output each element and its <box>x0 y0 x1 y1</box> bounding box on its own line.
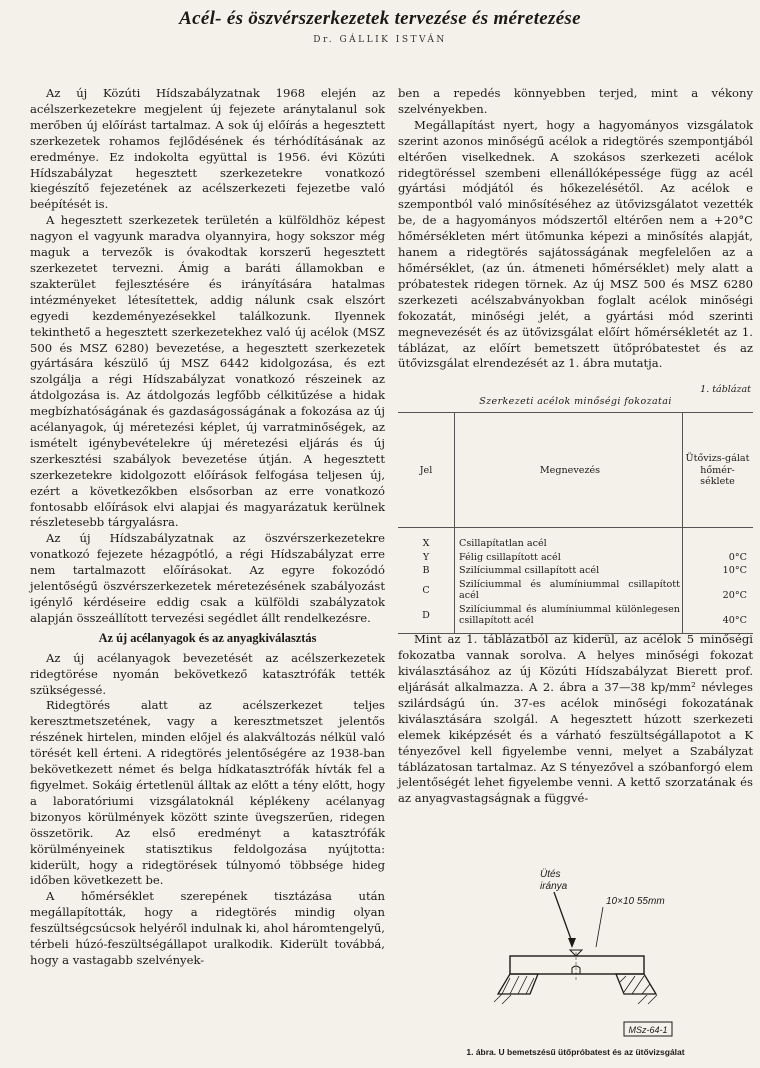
figure-1 <box>398 852 753 1062</box>
left-support <box>498 974 538 994</box>
table-cell-temp: 40°C <box>683 603 754 634</box>
impact-arrow-line <box>554 892 572 942</box>
impact-test-drawing <box>398 852 753 1047</box>
paragraph: Az új Közúti Hídszabályzatnak 1968 elején az acélszerkezetekre megjelent új fejezete aránytalanul sok merőben új előírást tartalmaz. A sok új előírás a hegesztett szerkezetek rohamos fejlődésének és térhódításának az eredménye. Ez indokolta együttal is 1956. évi Közúti Hídszabályzat hegesztett szerkezetekre vonatkozó kiegészítő fejezetének az acélszerkezeti fejezetbe való beépítését is. <box>30 86 385 212</box>
impact-label-2: iránya <box>540 881 568 892</box>
paragraph: ben a repedés könnyebben terjed, mint a vékony szelvényekben. <box>398 86 753 116</box>
table-cell-name: Szilíciummal csillapított acél <box>455 564 683 578</box>
steel-grades-table <box>398 412 753 634</box>
right-column <box>398 86 753 807</box>
figure-caption: 1. ábra. U bemetszésű ütőpróbatest és az ütővizsgálat <box>466 1047 685 1057</box>
paragraph: Megállapítást nyert, hogy a hagyományos vizsgálatok szerint azonos minőségű acélok a ridegtörés szempontjából eltérően viselkednek. A szokásos szerkezeti acélok ridegtöréssel szembeni ellenállóképessége függ az acél gyártási módjától és hőkezelésétől. Az acélok e szempontból való minősítéséhez az ütővizsgálatot vezették be, de a hagyományos módszertől eltérően nem a +20°C hőmérsékleten mért ütőmunka képezi a minősítés alapját, hanem a ridegtörés sajátosságának megfelelően az a hőmérséklet, (az ún. átmeneti hőmérséklet) mely alatt a próbatestek ridegen törnek. Az új MSZ 500 és MSZ 6280 szerkezeti acélszabványokban foglalt acélok minőségi fokozatát, minőségi jelét, a gyártási mód szerinti megnevezését és az ütővizsgálat előírt hőmérsékletét az 1. táblázat, az előírt bemetszett ütőpróbatestet és az ütővizsgálat elrendezését az 1. ábra mutatja. <box>398 117 753 371</box>
table-row <box>398 603 753 634</box>
table-caption: Szerkezeti acélok minőségi fokozatai <box>479 396 672 408</box>
dimension-leader <box>596 907 603 947</box>
table-number: 1. táblázat <box>700 384 751 396</box>
impact-label-1: Ütés <box>540 869 561 880</box>
table-cell-name: Szilíciummal és alumíniummal különlegesen csillapított acél <box>455 603 683 634</box>
ground-hatch <box>494 994 657 1004</box>
impact-arrowhead-icon <box>568 938 576 948</box>
table-row <box>398 578 753 603</box>
table-row <box>398 564 753 578</box>
table-header-name: Megnevezés <box>455 413 683 528</box>
article-author: Dr. GÁLLIK ISTVÁN <box>313 35 447 45</box>
left-column <box>30 86 385 969</box>
table-cell-temp: 0°C <box>728 551 747 563</box>
test-specimen <box>510 956 644 974</box>
table-header-jel: Jel <box>398 413 455 528</box>
table-cell-name: Félig csillapított acél <box>455 551 683 565</box>
paragraph: Mint az 1. táblázatból az kiderül, az acélok 5 minőségi fokozatba vannak sorolva. A helyes minőségi fokozat kiválasztásához az új Közúti Hídszabályzat Bierett prof. eljárását alkalmazza. A 2. ábra a 37—38 kp/mm² névleges szilárdságú ún. 37-es acélok minőségi fokozatának kiválasztására szolgál. A hegesztett húzott szerkezeti elemek kiképzését és a várható feszültségállapotot a K tényezővel kell figyelembe venni, melyet a Szabályzat táblázatosan tartalmaz. Az S tényezővel a szóbanforgó elem jelentőségét lehet figyelembe venni. A kettő szorzatának és az anyagvastagságnak a függvé- <box>398 632 753 806</box>
table-cell-temp <box>683 528 754 551</box>
table-cell-jel: B <box>422 565 430 577</box>
table-cell-jel: Y <box>422 551 430 563</box>
table-cell-name: Csillapítatlan acél <box>455 528 683 551</box>
section-heading: Az új acélanyagok és az anyagkiválasztás <box>98 630 317 645</box>
table-cell-jel: D <box>398 603 455 634</box>
stamp-label: MSz-64-1 <box>628 1025 668 1035</box>
table-cell-temp: 20°C <box>722 590 747 602</box>
table-cell-jel: C <box>422 584 430 596</box>
paragraph: Az új acélanyagok bevezetését az acélszerkezetek ridegtörése nyomán bekövetkező katasztrófák tették szükségessé. <box>30 650 385 697</box>
dimension-label: 10×10 55mm <box>606 896 665 907</box>
article-title: Acél- és öszvérszerkezetek tervezése és méretezése <box>179 8 581 29</box>
right-support-hatch <box>620 976 650 994</box>
table-cell-jel: X <box>422 538 430 550</box>
table-cell-temp: 10°C <box>722 565 747 577</box>
paragraph: Ridegtörés alatt az acélszerkezet teljes keresztmetszetének, vagy a keresztmetszet jelentős részének hirtelen, minden előjel és alakváltozás nélkül való törését kell érteni. A ridegtörés jelentőségére az 1938-ban bekövetkezett német és belga hídkatasztrófák hívták fel a figyelmet. Sokáig értetlenül álltak az előtt a tény előtt, hogy a laboratóriumi vizsgálatoknál képlékeny acélanyag bizonyos körülmények között szinte üvegszerűen, ridegen összetörik. Az első eredményt a katasztrófák körülményeinek statisztikus feldolgozása nyújtotta: kiderült, hogy a ridegtörések túlnyomó többsége hideg időben következett be. <box>30 698 385 888</box>
table-row <box>398 528 753 551</box>
paragraph: A hőmérséklet szerepének tisztázása után megállapították, hogy a ridegtörés mindig olyan feszültségcsúcsok helyéről indulnak ki, ahol háromtengelyű, térbeli húzó-feszültségállapot uralkodik. Kiderült továbbá, hogy a vastagabb szelvények- <box>30 889 385 967</box>
table-header-temp: Ütővizs-gálat hőmér-séklete <box>683 413 754 528</box>
paragraph: Az új Hídszabályzatnak az öszvérszerkezetekre vonatkozó fejezete hézagpótló, a régi Hídszabályzat erre nem tartalmazott előírásokat. Az egyre fokozódó jelentőségű öszvérszerkezetek méretezésének szabályozást igénylő kérdéseire eddig csak a külföldi szabályzatok alapján összeállított tervezési segédlet állt rendelkezésre. <box>30 531 385 625</box>
table-row <box>398 551 753 565</box>
table-block <box>398 382 753 632</box>
paragraph: A hegesztett szerkezetek területén a külföldhöz képest nagyon el vagyunk maradva olyannyira, hogy sokszor még maguk a tervezők is óvakodtak korszerű hegesztett szerkezetet tervezni. Ámig a baráti államokban e szakterület fejlesztésére és irányítására hatalmas intézményeket létesítettek, addig nálunk csak elszórt egyedi kezdeményezésekkel találkozunk. Ilyennek tekinthető a hegesztett szerkezetekhez való új acélok (MSZ 500 és MSZ 6280) bevezetése, a hegesztett szerkezetek gyártására készülő új MSZ 6442 kidolgozása, és ezt szolgálja a régi Hídszabályzat vonatkozó részeinek az átdolgozása is. Az átdolgozás legfőbb célkitűzése a hidak megbízhatóságának és gazdaságosságának a fokozása az új acélanyagok, új méretezési képlet, új varratminőségek, az ismételt igénybevételekre új méretezési eljárás és új szerkesztési szabályok bevezetése útján. A hegesztett szerkezetekre kidolgozott előírások felfogása teljesen új, ezért a következőkben elsősorban az erre vonatkozó fontosabb előírások elvi alapjai és magyarázatuk kerülnek részletesebb tárgyalásra. <box>30 213 385 530</box>
table-cell-name: Szilíciummal és alumíniummal csillapított acél <box>455 578 683 603</box>
